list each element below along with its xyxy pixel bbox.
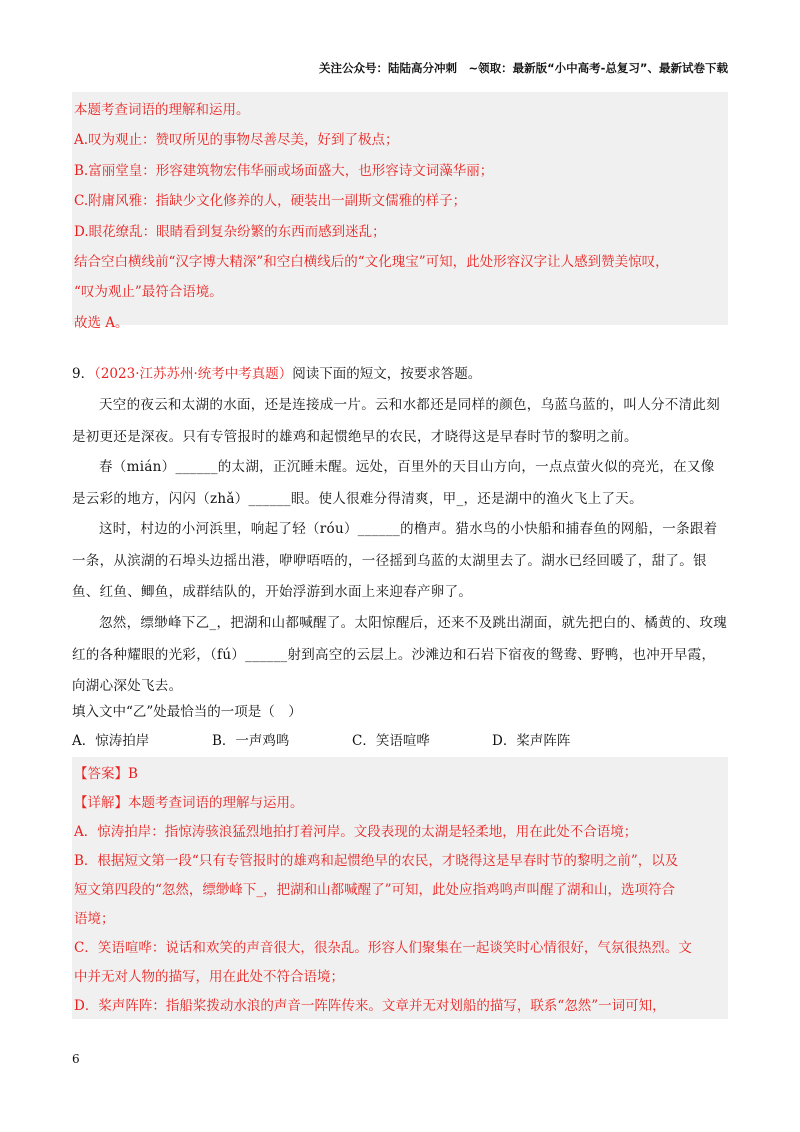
passage-paragraph: 春（mián）______的太湖，正沉睡未醒。远处，百里外的天目山方向，一点点萤火似的亮光，在又像是云彩的地方，闪闪（zhǎ）______眼。使人很难分得清爽，甲_，还是湖中的渔火飞上了天。: [72, 459, 715, 507]
detail-line: C．笑语喧哗：说话和欢笑的声音很大，很杂乱。形容人们聚集在一起谈笑时心情很好，气氛很热烈。文: [74, 940, 692, 956]
detail-line: 中并无对人物的描写，用在此处不符合语境；: [74, 969, 344, 985]
answer-explanation-box: [72, 757, 728, 1019]
detail-line: D．桨声阵阵：指船桨拨动水浪的声音一阵阵传来。文章并无对划船的描写，联系“忽然”一词可知，: [74, 998, 666, 1014]
passage-paragraph: 天空的夜云和太湖的水面，还是连接成一片。云和水都还是同样的颜色，乌蓝乌蓝的，叫人分不清此刻是初更还是深夜。只有专管报时的雄鸡和起惯绝早的农民，才晓得这是早春时节的黎明之前。: [72, 397, 720, 445]
question-heading: [72, 362, 728, 382]
question-number: 9．: [72, 366, 95, 382]
option-c: C．笑语喧哗: [352, 733, 430, 749]
explanation-line: C.附庸风雅：指缺少文化修养的人，硬装出一副斯文儒雅的样子；: [74, 193, 467, 210]
question-source: （2023·江苏苏州·统考中考真题）: [94, 366, 293, 382]
option-a: A．惊涛拍岸: [72, 733, 150, 749]
question-stem: 填入文中“乙”处最恰当的一项是（ ）: [72, 704, 302, 720]
answer-options: [72, 729, 728, 749]
explanation-line: “叹为观止”最符合语境。: [74, 284, 223, 301]
explanation-line: 本题考查词语的理解和运用。: [74, 102, 250, 118]
previous-explanation-box: [72, 92, 728, 331]
detail-line: 【详解】本题考查词语的理解与运用。: [74, 795, 304, 811]
detail-line: A．惊涛拍岸：指惊涛骇浪猛烈地拍打着河岸。文段表现的太湖是轻柔地，用在此处不合语境；: [74, 824, 638, 840]
explanation-line: A.叹为观止：赞叹所见的事物尽善尽美，好到了极点；: [74, 132, 399, 149]
option-d: D．桨声阵阵: [492, 733, 571, 749]
option-b: B．一声鸡鸣: [212, 733, 290, 749]
explanation-line: B.富丽堂皇：形容建筑物宏伟华丽或场面盛大，也形容诗文词藻华丽；: [74, 162, 494, 179]
detail-line: B．根据短文第一段“只有专管报时的雄鸡和起惯绝早的农民，才晓得这是早春时节的黎明之前”，以及: [74, 853, 679, 869]
explanation-line: 结合空白横线前“汉字博大精深”和空白横线后的“文化瑰宝”可知，此处形容汉字让人感到赞美惊叹，: [74, 254, 669, 271]
detail-line: 短文第四段的“忽然，缥缈峰下_，把湖和山都喊醒了”可知，此处应指鸡鸣声叫醒了湖和山，选项符合: [74, 882, 676, 898]
page-header: 关注公众号：陆陆高分冲刺 ~领取：最新版“小中高考-总复习”、最新试卷下载: [318, 61, 728, 75]
page-number: 6: [72, 1052, 80, 1066]
explanation-line: 故选 A。: [74, 314, 129, 331]
answer-line: 【答案】B: [74, 766, 138, 782]
question-instruction: 阅读下面的短文，按要求答题。: [292, 366, 482, 382]
passage-paragraph: 忽然，缥缈峰下乙_，把湖和山都喊醒了。太阳惊醒后，还来不及跳出湖面，就先把白的、橘黄的、玫瑰红的各种耀眼的光彩，（fú）______射到高空的云层上。沙滩边和石岩下宿夜的鸳鸯、野鸭，也冲开早霞，向湖心深处飞去。: [72, 615, 728, 694]
passage-paragraph: 这时，村边的小河浜里，响起了轻（róu）______的橹声。猎水鸟的小快船和捕春鱼的网船，一条跟着一条，从滨湖的石埠头边摇出港，咿咿唔唔的，一径摇到乌蓝的太湖里去了。湖水已经回暖了，甜了。银鱼、红鱼、鲫鱼，成群结队的，开始浮游到水面上来迎春产卵了。: [72, 521, 718, 600]
explanation-line: D.眼花缭乱：眼睛看到复杂纷繁的东西而感到迷乱；: [74, 223, 386, 240]
detail-line: 语境；: [74, 911, 115, 927]
